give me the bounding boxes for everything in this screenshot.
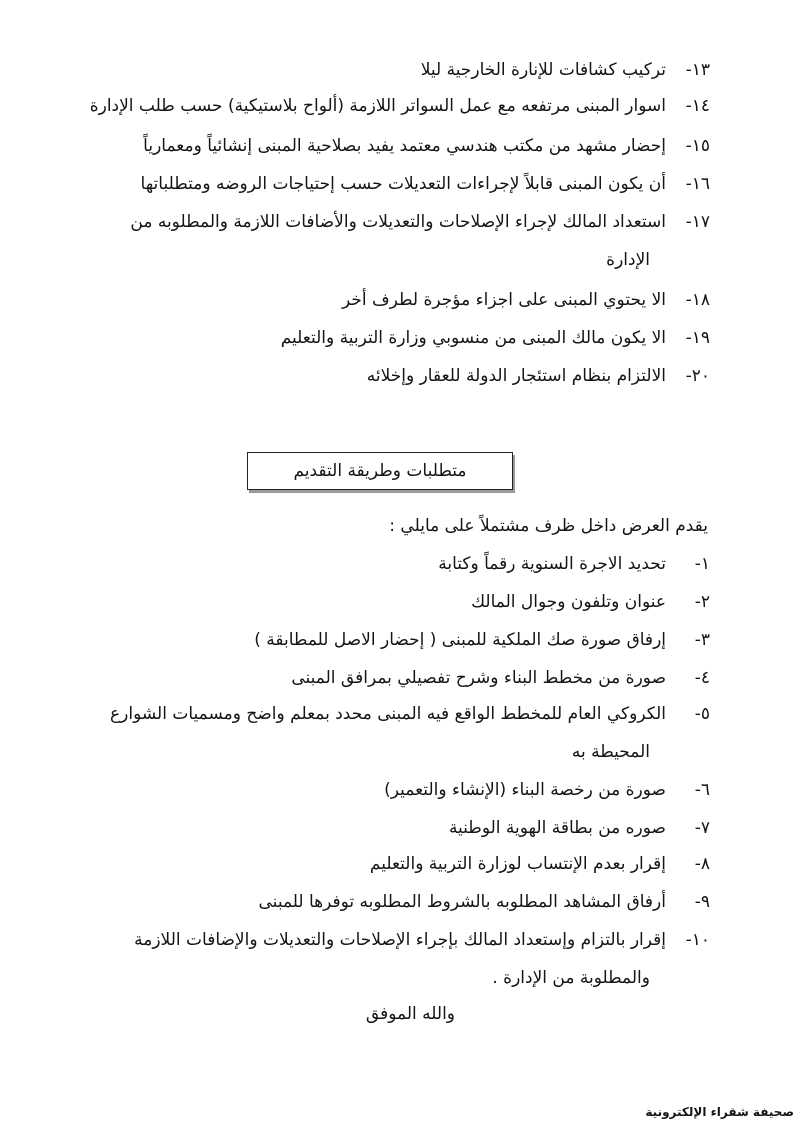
item-number: ١٤- — [685, 96, 710, 116]
item-number: ١٣- — [685, 60, 710, 80]
list-item-continuation — [0, 240, 650, 280]
list-item — [30, 356, 710, 396]
item-text-continuation: والمطلوبة من الإدارة . — [492, 968, 650, 988]
list-item — [30, 50, 710, 90]
item-text: الالتزام بنظام استئجار الدولة للعقار وإخلائه — [366, 366, 666, 386]
item-number: ٧- — [694, 818, 710, 838]
item-number: ٥- — [694, 704, 710, 724]
list-item — [30, 844, 710, 884]
list-item — [30, 544, 710, 584]
list-item — [30, 164, 710, 204]
item-number: ١٩- — [685, 328, 710, 348]
list-item — [30, 86, 710, 126]
item-text: إحضار مشهد من مكتب هندسي معتمد يفيد بصلاحية المبنى إنشائياً ومعمارياً — [143, 136, 666, 156]
item-number: ٢٠- — [685, 366, 710, 386]
list-item — [30, 920, 710, 960]
item-text: صورة من مخطط البناء وشرح تفصيلي بمرافق المبنى — [291, 668, 666, 688]
item-text-continuation: الإدارة — [606, 250, 650, 270]
item-number: ١٠- — [685, 930, 710, 950]
item-number: ٩- — [694, 892, 710, 912]
section-heading: متطلبات وطريقة التقديم — [247, 452, 513, 490]
item-text: صورة من رخصة البناء (الإنشاء والتعمير) — [384, 780, 666, 800]
item-text: إرفاق صورة صك الملكية للمبنى ( إحضار الاصل للمطابقة ) — [254, 630, 666, 650]
list-item — [30, 126, 710, 166]
closing-text: والله الموفق — [365, 1004, 455, 1024]
item-number: ١٧- — [685, 212, 710, 232]
item-text-continuation: المحيطة به — [571, 742, 650, 762]
item-text: أن يكون المبنى قابلاً لإجراءات التعديلات حسب إحتياجات الروضه ومتطلباتها — [140, 174, 666, 194]
item-number: ٦- — [694, 780, 710, 800]
item-number: ٢- — [694, 592, 710, 612]
item-text: أرفاق المشاهد المطلوبه بالشروط المطلوبه توفرها للمبنى — [258, 892, 666, 912]
item-number: ٤- — [694, 668, 710, 688]
list-item — [30, 882, 710, 922]
item-text: صوره من بطاقة الهوية الوطنية — [448, 818, 666, 838]
item-text: الا يكون مالك المبنى من منسوبي وزارة التربية والتعليم — [280, 328, 666, 348]
item-text: عنوان وتلفون وجوال المالك — [471, 592, 666, 612]
item-number: ٣- — [694, 630, 710, 650]
item-number: ١- — [694, 554, 710, 574]
item-text: الا يحتوي المبنى على اجزاء مؤجرة لطرف أخر — [341, 290, 666, 310]
list-item — [30, 318, 710, 358]
list-item — [30, 280, 710, 320]
item-number: ١٥- — [685, 136, 710, 156]
item-text: إقرار بعدم الإنتساب لوزارة التربية والتعليم — [369, 854, 666, 874]
list-item — [30, 582, 710, 622]
item-text: تركيب كشافات للإنارة الخارجية ليلا — [420, 60, 666, 80]
list-item — [30, 770, 710, 810]
list-item-continuation — [0, 732, 650, 772]
item-number: ٨- — [694, 854, 710, 874]
intro-text: يقدم العرض داخل ظرف مشتملاً على مايلي : — [389, 516, 708, 536]
list-item-continuation — [0, 958, 650, 998]
footer-watermark: صحيفة شقراء الإلكترونية — [645, 1105, 794, 1119]
list-item — [30, 808, 710, 848]
item-number: ١٨- — [685, 290, 710, 310]
item-number: ١٦- — [685, 174, 710, 194]
item-text: الكروكي العام للمخطط الواقع فيه المبنى محدد بمعلم واضح ومسميات الشوارع — [110, 704, 666, 724]
item-text: اسوار المبنى مرتفعه مع عمل السواتر اللازمة (ألواح بلاستيكية) حسب طلب الإدارة — [89, 96, 666, 116]
item-text: تحديد الاجرة السنوية رقماً وكتابة — [438, 554, 666, 574]
item-text: إقرار بالتزام وإستعداد المالك بإجراء الإصلاحات والتعديلات والإضافات اللازمة — [134, 930, 666, 950]
list-item — [30, 620, 710, 660]
list-item — [30, 202, 710, 242]
list-item — [30, 694, 710, 734]
list-item — [30, 658, 710, 698]
item-text: استعداد المالك لإجراء الإصلاحات والتعديلات والأضافات اللازمة والمطلوبه من — [130, 212, 666, 232]
